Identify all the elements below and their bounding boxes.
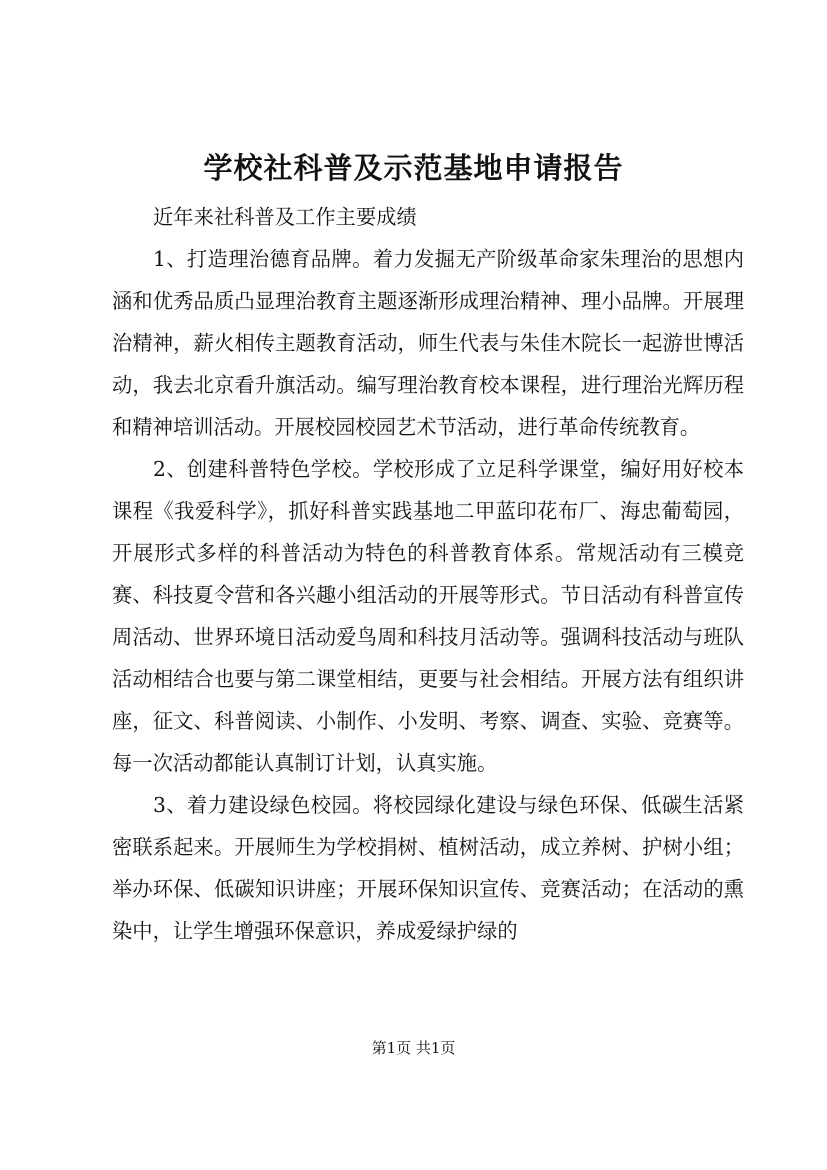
section-heading: 近年来社科普及工作主要成绩 (153, 205, 417, 229)
page-footer: 第1页 共1页 (371, 1039, 456, 1057)
paragraph-1: 1、打造理治德育品牌。着力发掘无产阶级革命家朱理治的思想内涵和优秀品质凸显理治教育主题逐渐形成理治精神、理小品牌。开展理治精神，薪火相传主题教育活动，师生代表与朱佳木院长一起游世博活动，我去北京看升旗活动。编写理治教育校本课程，进行理治光辉历程和精神培训活动。开展校园校园艺术节活动，进行革命传统教育。 (112, 247, 744, 439)
document-title: 学校社科普及示范基地申请报告 (203, 151, 624, 185)
document-body (112, 196, 744, 952)
paragraph-3: 3、着力建设绿色校园。将校园绿化建设与绿色环保、低碳生活紧密联系起来。开展师生为学校捐树、植树活动，成立养树、护树小组；举办环保、低碳知识讲座；开展环保知识宣传、竞赛活动；在活动的熏染中，让学生增强环保意识，养成爱绿护绿的 (112, 793, 744, 943)
paragraph-2: 2、创建科普特色学校。学校形成了立足科学课堂，编好用好校本课程《我爱科学》，抓好科普实践基地二甲蓝印花布厂、海忠葡萄园，开展形式多样的科普活动为特色的科普教育体系。常规活动有三模竞赛、科技夏令营和各兴趣小组活动的开展等形式。节日活动有科普宣传周活动、世界环境日活动爱鸟周和科技月活动等。强调科技活动与班队活动相结合也要与第二课堂相结，更要与社会相结。开展方法有组织讲座，征文、科普阅读、小制作、小发明、考察、调查、实验、竞赛等。每一次活动都能认真制订计划，认真实施。 (112, 457, 744, 775)
